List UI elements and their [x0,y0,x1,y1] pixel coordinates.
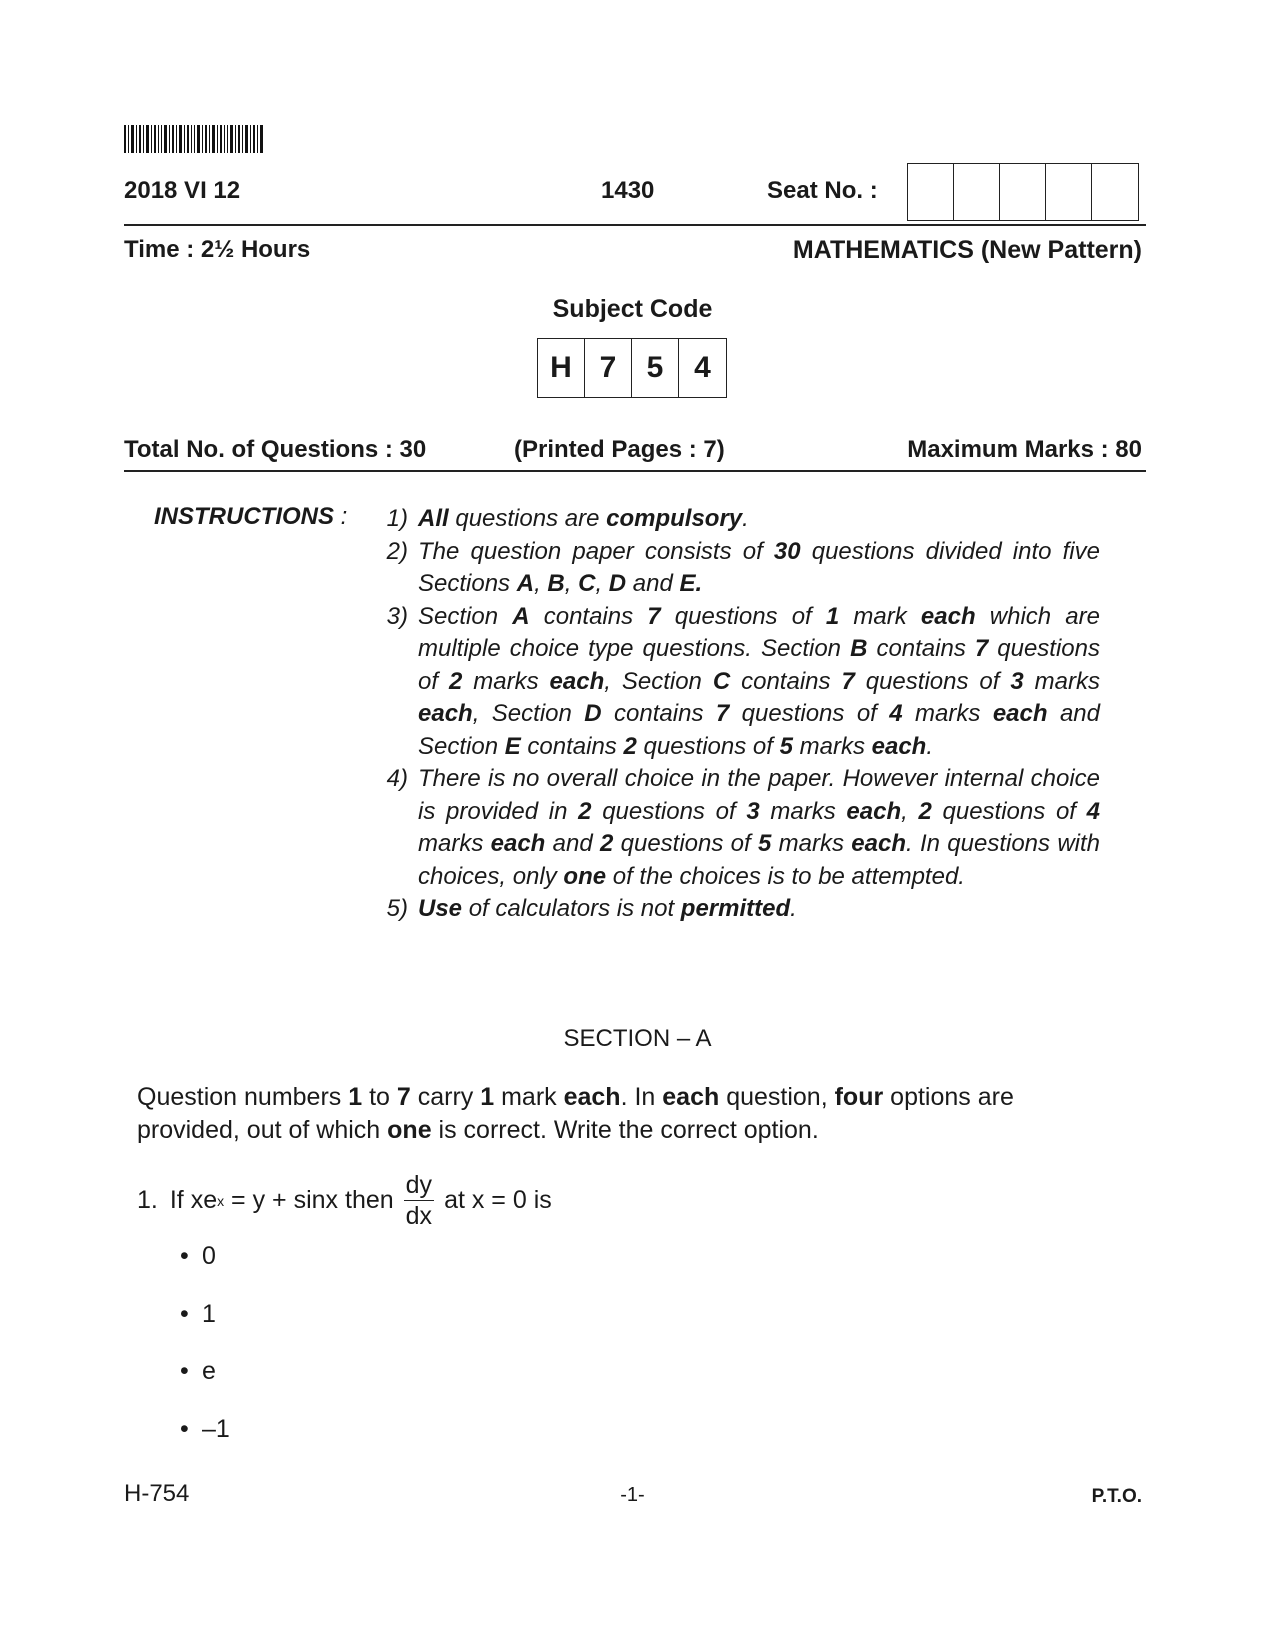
subject-code-char: 7 [585,339,632,397]
fraction-numerator: dy [405,1171,433,1199]
seat-label: Seat No. : [767,177,878,204]
time-allowed: Time : 2½ Hours [124,236,311,263]
total-questions: Total No. of Questions : 30 [124,436,427,463]
seat-number-boxes [907,163,1139,221]
option-item[interactable]: • 1 [180,1299,216,1328]
instruction-item: 3) Section A contains 7 questions of 1 mark each which are multiple choice type questions. Section B contains 7 questions of 2 marks each, Section C contains 7 questions of 3 marks each, Section D contains 7 questions of 4 marks each and Section E contains 2 questions of 5 marks each. [386,602,1101,760]
page-number: -1- [620,1484,645,1506]
option-item[interactable]: • 0 [180,1242,216,1270]
option-item[interactable]: • –1 [180,1414,230,1443]
seat-box [1092,164,1138,220]
instruction-item: 5) Use of calculators is not permitted. [386,895,797,922]
pto-label: P.T.O. [1091,1486,1142,1507]
printed-pages: (Printed Pages : 7) [514,436,725,463]
maximum-marks: Maximum Marks : 80 [907,436,1142,463]
question-1 [137,1170,552,1231]
option-item[interactable]: • e [180,1357,216,1385]
subject-code-char: 4 [694,351,711,384]
instruction-item: 4) There is no overall choice in the paper. However internal choice is provided in 2 questions of 3 marks each, 2 questions of 4 marks each and 2 questions of 5 marks each. In questions with choices, only one of the choices is to be attempted. [386,765,1101,890]
instructions-list [370,503,1100,926]
question-superscript: x [217,1192,225,1209]
instruction-item: 2) The question paper consists of 30 questions divided into five Sections A, B, C, D and E. [386,537,1100,597]
header-divider [124,224,1146,226]
subject-code-label: Subject Code [552,295,713,323]
instruction-item: 1) All questions are compulsory. [386,505,749,532]
subject-code-char: 5 [632,339,679,397]
question-text-prefix: If xe [169,1186,218,1214]
subject-title: MATHEMATICS (New Pattern) [792,236,1142,264]
barcode [124,125,264,153]
question-1-options [180,1242,230,1472]
section-intro: Question numbers 1 to 7 carry 1 mark each. In each question, four options are provided, out of which one is correct. Write the correct option. [137,1083,1014,1144]
instructions-divider [124,470,1146,472]
seat-box [954,164,1000,220]
exam-code: 2018 VI 12 [124,177,241,204]
fraction-denominator: dx [405,1202,433,1230]
paper-number: 1430 [601,177,655,204]
subject-code-boxes [537,338,727,398]
question-text-middle: = y + sinx then [224,1186,394,1214]
footer-paper-code: H-754 [124,1480,190,1507]
derivative-fraction [404,1170,434,1231]
seat-box [908,164,954,220]
section-title: SECTION – A [563,1025,712,1052]
seat-box [1046,164,1092,220]
question-number: 1. [137,1186,158,1214]
question-text-suffix: at x = 0 is [444,1186,552,1214]
subject-code-char: H [538,339,585,397]
seat-box [1000,164,1046,220]
instructions-heading: INSTRUCTIONS : [154,503,348,530]
